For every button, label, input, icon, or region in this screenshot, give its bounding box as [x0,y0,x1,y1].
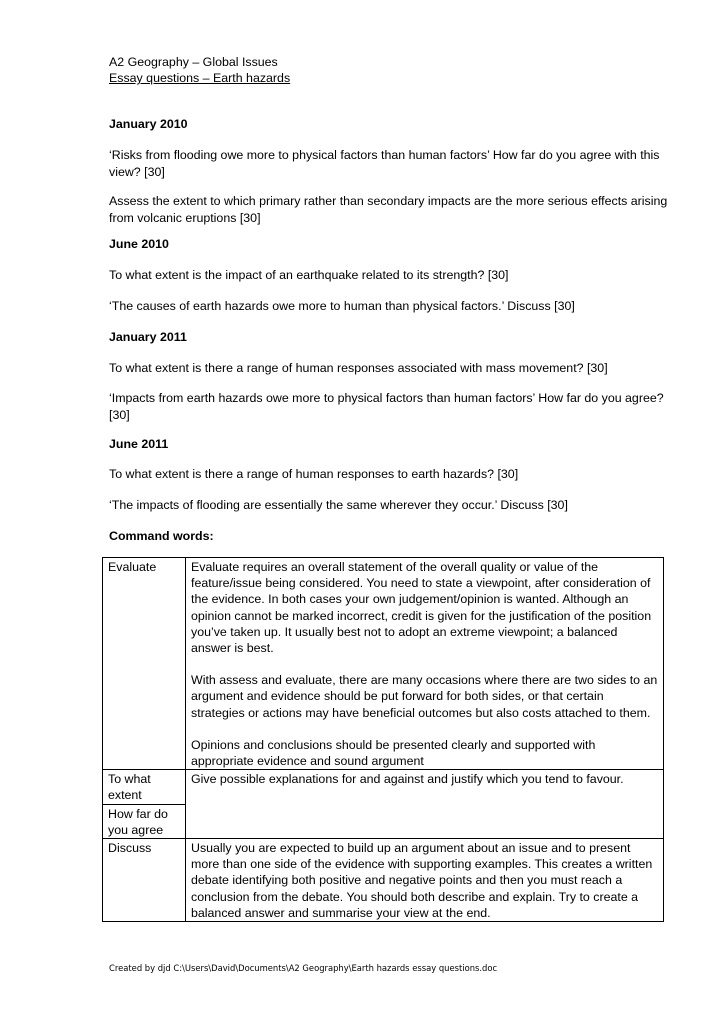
doc-subtitle: Essay questions – Earth hazards [109,71,291,85]
definition-cell [186,558,664,770]
definition-paragraph: Evaluate requires an overall statement of the overall quality or value of the feature/issue being considered. You need to state a viewpoint, after consideration of the evidence. In both cases your own judgement/opinion is wanted. Although an opinion cannot be marked incorrect, credit is given for the justification of the position you’ve taken up. It usually best not to adopt an extreme viewpoint; a balanced answer is best. [191,560,652,656]
definition-cell [186,839,664,922]
question-jan-2010-2: Assess the extent to which primary rather than secondary impacts are the more serious effects arising from volcanic eruptions [30] [109,194,668,225]
table-row [103,770,664,804]
definition-cell [186,770,664,839]
term-cell: How far do you agree [103,804,186,838]
definition-paragraph: Give possible explanations for and against and justify which you tend to favour. [191,772,624,787]
question-jun-2010-2: ‘The causes of earth hazards owe more to human than physical factors.’ Discuss [30] [109,299,575,313]
command-words-heading: Command words: [109,529,214,543]
definition-paragraph: Opinions and conclusions should be presented clearly and supported with appropriate evidence and sound argument [191,737,596,769]
question-jan-2010-1: ‘Risks from flooding owe more to physical factors than human factors’ How far do you agree with this view? [30] [109,148,660,179]
command-words-table [102,557,664,922]
section-heading-jan-2010: January 2010 [109,117,188,131]
term-cell: To what extent [103,770,186,804]
question-jun-2011-1: To what extent is there a range of human responses to earth hazards? [30] [109,467,519,481]
section-heading-jun-2011: June 2011 [109,437,169,451]
definition-paragraph: With assess and evaluate, there are many occasions where there are two sides to an argument and evidence should be put forward for both sides, or that certain strategies or actions may have beneficial outcomes but also costs attached to them. [191,673,658,720]
question-jun-2011-2: ‘The impacts of flooding are essentially the same wherever they occur.’ Discuss [30] [109,498,568,512]
question-jan-2011-2: ‘Impacts from earth hazards owe more to physical factors than human factors’ How far do you agree? [30] [109,391,664,422]
table-row [103,839,664,922]
section-heading-jun-2010: June 2010 [109,237,169,251]
section-heading-jan-2011: January 2011 [109,330,187,344]
question-jan-2011-1: To what extent is there a range of human responses associated with mass movement? [30] [109,361,608,375]
definition-paragraph: Usually you are expected to build up an argument about an issue and to present more than one side of the evidence with supporting examples. This creates a written debate identifying both positive and negative points and then you must reach a conclusion from the debate. You should both describe and explain. Try to create a balanced answer and summarise your view at the end. [191,841,653,920]
term-cell: Evaluate [103,558,186,770]
table-row [103,558,664,770]
doc-title: A2 Geography – Global Issues [109,55,278,69]
question-jun-2010-1: To what extent is the impact of an earthquake related to its strength? [30] [109,268,509,282]
page-footer: Created by djd C:\Users\David\Documents\A2 Geography\Earth hazards essay questions.doc [109,963,498,973]
term-cell: Discuss [103,839,186,922]
